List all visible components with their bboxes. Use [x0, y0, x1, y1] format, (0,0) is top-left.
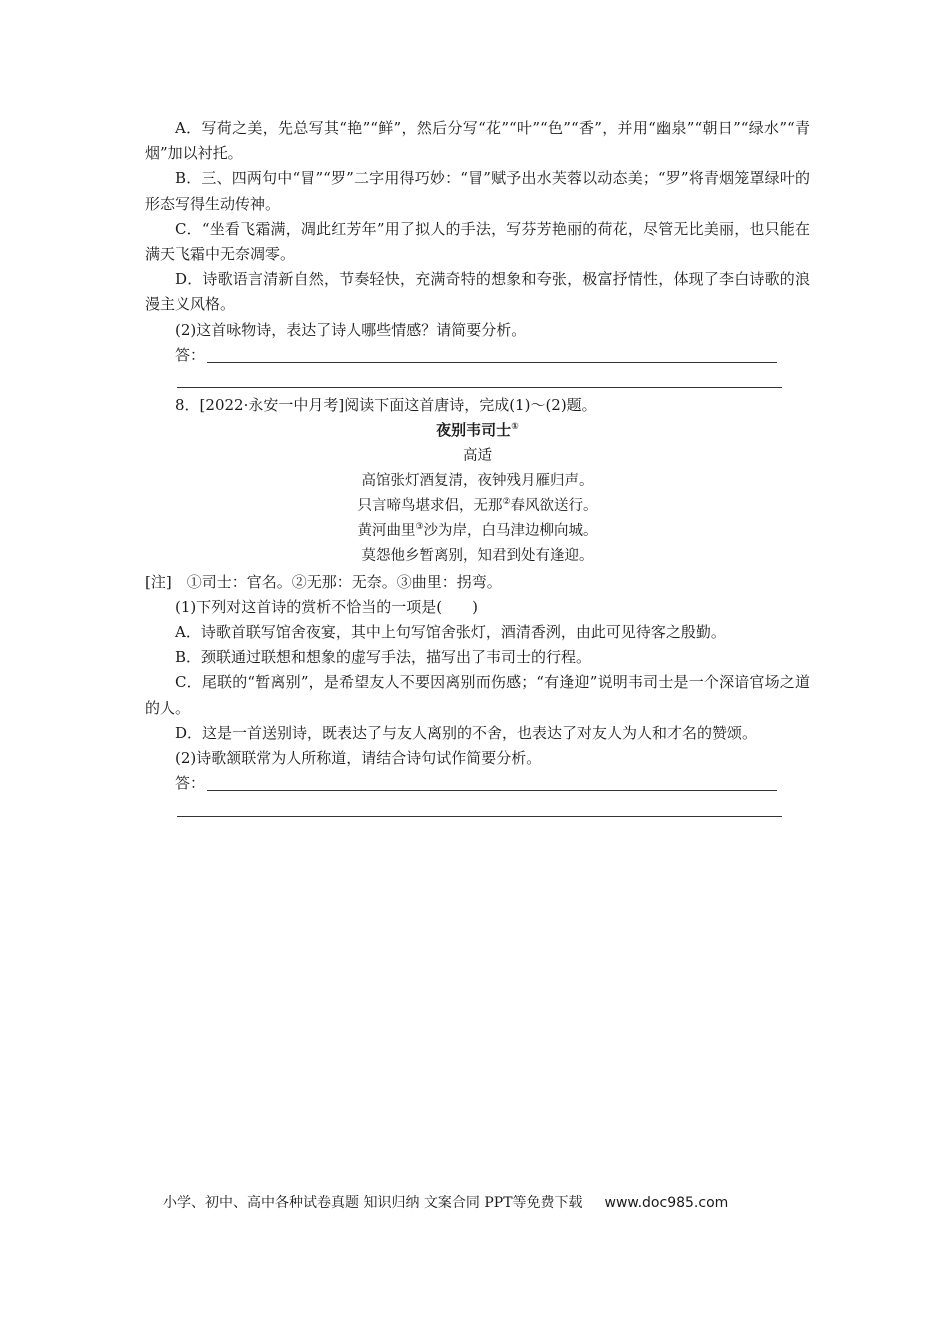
- poem-title: 夜别韦司士①: [436, 421, 519, 440]
- poem-author: 高适: [463, 447, 492, 464]
- poem-title-footnote-mark: ①: [511, 422, 519, 433]
- q8-answer-line-2: [145, 796, 810, 821]
- q8-option-b: B．颈联通过联想和想象的虚写手法，描写出了韦司士的行程。: [175, 648, 592, 667]
- q7-answer-blank: [207, 362, 777, 363]
- q7-option-d: D．诗歌语言清新自然，节奏轻快，充满奇特的想象和夸张，极富抒情性，体现了李白诗歌的浪漫主义风格。: [145, 270, 810, 314]
- q8-option-d: D．这是一首送别诗，既表达了与友人离别的不舍，也表达了对友人为人和才名的赞颂。: [175, 723, 758, 742]
- q7-option-b: B．三、四两句中“冒”“罗”二字用得巧妙：“冒”赋予出水芙蓉以动态美；“罗”将青烟笼罩绿叶的形态写得生动传神。: [145, 169, 810, 213]
- footer-text: 小学、初中、高中各种试卷真题 知识归纳 文案合同 PPT等免费下载: [163, 1195, 583, 1211]
- q8-option-a: A．诗歌首联写馆舍夜宴，其中上句写馆舍张灯，酒清香洌，由此可见待客之殷勤。: [175, 623, 726, 642]
- q7-option-a: A．写荷之美，先总写其“艳”“鲜”，然后分写“花”“叶”“色”“香”，并用“幽泉”“朝日”“绿水”“青烟”加以衬托。: [145, 119, 810, 163]
- q7-answer-line: [145, 343, 810, 368]
- footnote-mark-3: ③: [415, 522, 424, 533]
- page-footer: [163, 1192, 728, 1212]
- q8-sub-question-2: (2)诗歌颔联常为人所称道，请结合诗句试作简要分析。: [175, 749, 542, 768]
- poem-line-3: 黄河曲里③沙为岸，白马津边柳向城。: [357, 522, 598, 540]
- q8-intro: 8．[2022·永安一中月考]阅读下面这首唐诗，完成(1)～(2)题。: [175, 396, 597, 415]
- q8-answer-label: 答：: [175, 774, 206, 793]
- q8-answer-line: [145, 771, 810, 796]
- q7-answer-line-2: [145, 368, 810, 393]
- q7-option-c: C．“坐看飞霜满，凋此红芳年”用了拟人的手法，写芬芳艳丽的荷花，尽管无比美丽，也只能在满天飞霜中无奈凋零。: [145, 219, 810, 264]
- poem-line-4: 莫怨他乡暂离别，知君到处有逢迎。: [361, 548, 594, 565]
- poem-line-1: 高馆张灯酒复清，夜钟残月雁归声。: [361, 472, 594, 489]
- poem-line-2: 只言啼鸟堪求侣，无那②春风欲送行。: [357, 497, 598, 515]
- poem-notes: [注] ①司士：官名。②无那：无奈。③曲里：拐弯。: [145, 572, 502, 591]
- footnote-mark-2: ②: [502, 497, 511, 508]
- q8-answer-blank: [207, 790, 777, 791]
- footer-site-link[interactable]: www.doc985.com: [604, 1195, 729, 1211]
- q7-answer-label: 答：: [175, 345, 206, 364]
- q8-option-c: C．尾联的“暂离别”，是希望友人不要因离别而伤感；“有逢迎”说明韦司士是一个深谙官场之道的人。: [145, 673, 810, 717]
- document-body: [145, 116, 810, 822]
- q8-sub-question-1: (1)下列对这首诗的赏析不恰当的一项是( ): [175, 597, 478, 616]
- q7-sub-question-2: (2)这首咏物诗，表达了诗人哪些情感？请简要分析。: [175, 320, 527, 339]
